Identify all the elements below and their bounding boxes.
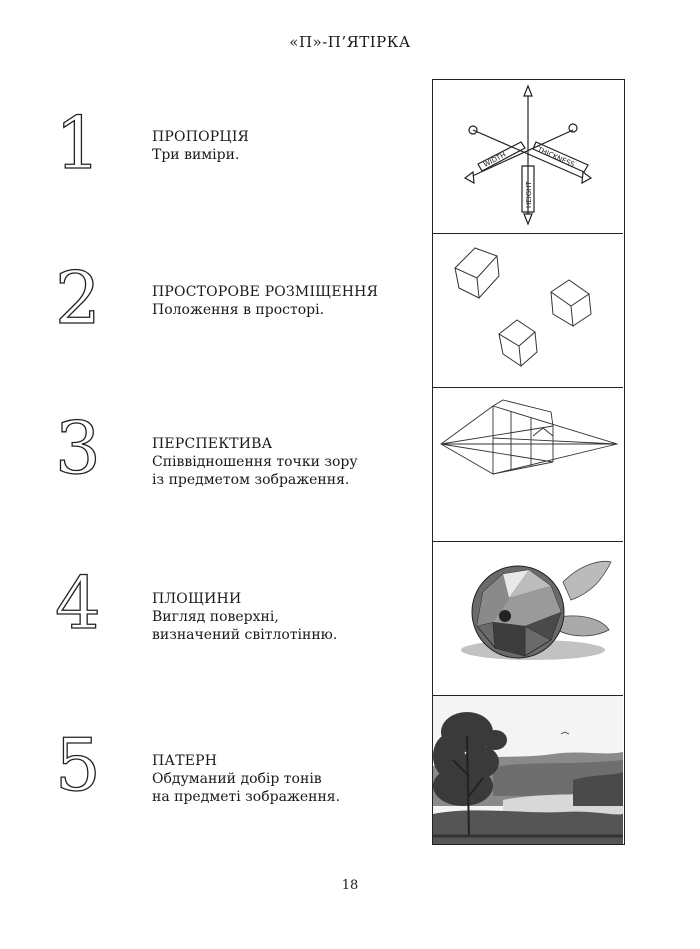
item-heading: ПРОПОРЦІЯ: [152, 129, 250, 145]
item-description: Положення в просторі.: [152, 302, 325, 318]
thickness-label: THICKNESS: [536, 145, 576, 169]
item-text: [152, 128, 249, 164]
item-number: 5: [55, 723, 101, 807]
item-description: Співвідношення точки зору із предметом зображення.: [152, 454, 358, 488]
item-heading: ПРОСТОРОВЕ РОЗМІЩЕННЯ: [152, 284, 379, 300]
item-text: [152, 590, 337, 644]
item-description: Три виміри.: [152, 147, 240, 163]
list-item: [55, 406, 385, 500]
item-text: [152, 283, 378, 319]
item-description: Обдуманий добір тонів на предметі зображення.: [152, 771, 341, 805]
perspective-illustration: [433, 388, 623, 542]
item-description: Вигляд поверхні, визначений світлотінню.: [152, 609, 338, 643]
page-number: 18: [341, 878, 359, 893]
height-label: HEIGHT: [525, 181, 533, 208]
item-heading: ПЕРСПЕКТИВА: [152, 436, 273, 452]
item-number: 2: [55, 256, 101, 340]
item-text: [152, 435, 358, 489]
item-number: 4: [55, 561, 101, 645]
axes-illustration: [433, 80, 623, 234]
item-number: 1: [55, 101, 101, 185]
page-title: «П»-П’ЯТІРКА: [289, 33, 411, 51]
list-item: [55, 101, 385, 195]
planes-illustration: [433, 542, 623, 696]
item-heading: ПЛОЩИНИ: [152, 591, 242, 607]
item-number: 3: [55, 406, 101, 490]
item-text: [152, 752, 340, 806]
pattern-illustration: [433, 696, 623, 844]
list-item: [55, 723, 385, 817]
illustration-strip: [432, 79, 625, 845]
cubes-illustration: [433, 234, 623, 388]
list-item: [55, 256, 385, 350]
item-heading: ПАТЕРН: [152, 753, 218, 769]
list-item: [55, 561, 385, 655]
width-label: WIDTH: [482, 150, 508, 169]
